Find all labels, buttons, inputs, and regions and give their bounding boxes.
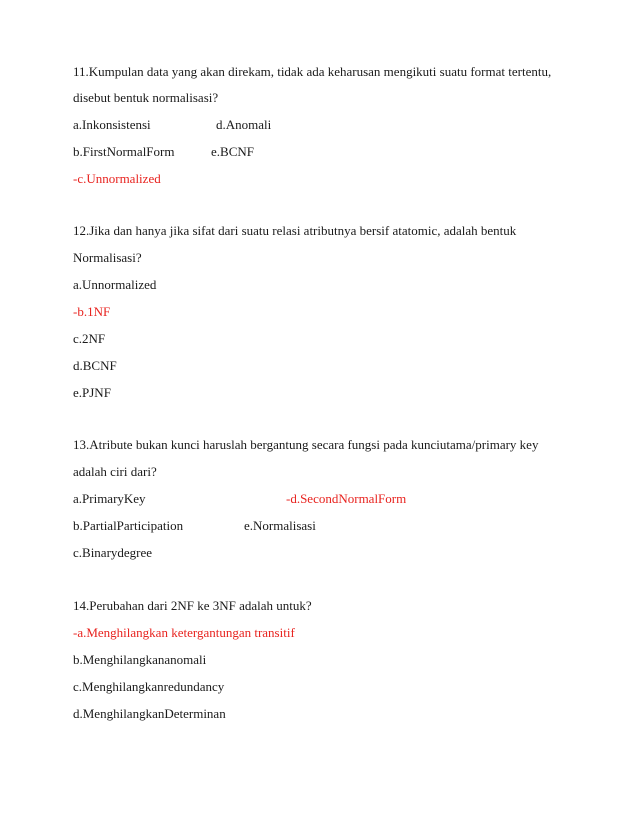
question-11-option-d: d.Anomali [216, 117, 272, 132]
question-14-stem-line1: 14.Perubahan dari 2NF ke 3NF adalah untuk? [73, 598, 312, 613]
question-12-stem-line1: 12.Jika dan hanya jika sifat dari suatu relasi atributnya bersif atatomic, adalah bentuk [73, 223, 517, 238]
question-13-stem-line2: adalah ciri dari? [73, 464, 157, 479]
question-12-option-d: d.BCNF [73, 358, 117, 373]
question-11-option-e: e.BCNF [211, 144, 254, 159]
question-14-option-c: c.Menghilangkanredundancy [73, 679, 225, 694]
question-12-option-c: c.2NF [73, 331, 106, 346]
question-12-option-a: a.Unnormalized [73, 277, 157, 292]
question-14-option-b: b.Menghilangkananomali [73, 652, 207, 667]
question-14-answer: -a.Menghilangkan ketergantungan transitif [73, 625, 295, 640]
question-14-option-d: d.MenghilangkanDeterminan [73, 706, 226, 721]
question-13-option-e: e.Normalisasi [244, 518, 316, 533]
question-13-option-c: c.Binarydegree [73, 545, 153, 560]
question-11-stem-line1: 11.Kumpulan data yang akan direkam, tidak ada keharusan mengikuti suatu format tertentu, [73, 64, 552, 79]
question-13-stem-line1: 13.Atribute bukan kunci haruslah bergantung secara fungsi pada kunciutama/primary key [73, 437, 539, 452]
question-12-option-e: e.PJNF [73, 385, 111, 400]
question-13-answer: -d.SecondNormalForm [286, 491, 407, 506]
question-12-stem-line2: Normalisasi? [73, 250, 142, 265]
question-13-option-b: b.PartialParticipation [73, 518, 184, 533]
question-12-answer: -b.1NF [73, 304, 111, 319]
question-11-answer: -c.Unnormalized [73, 171, 161, 186]
question-11-option-a: a.Inkonsistensi [73, 117, 151, 132]
question-13-option-a: a.PrimaryKey [73, 491, 146, 506]
question-11-stem-line2: disebut bentuk normalisasi? [73, 90, 219, 105]
question-11-option-b: b.FirstNormalForm [73, 144, 175, 159]
